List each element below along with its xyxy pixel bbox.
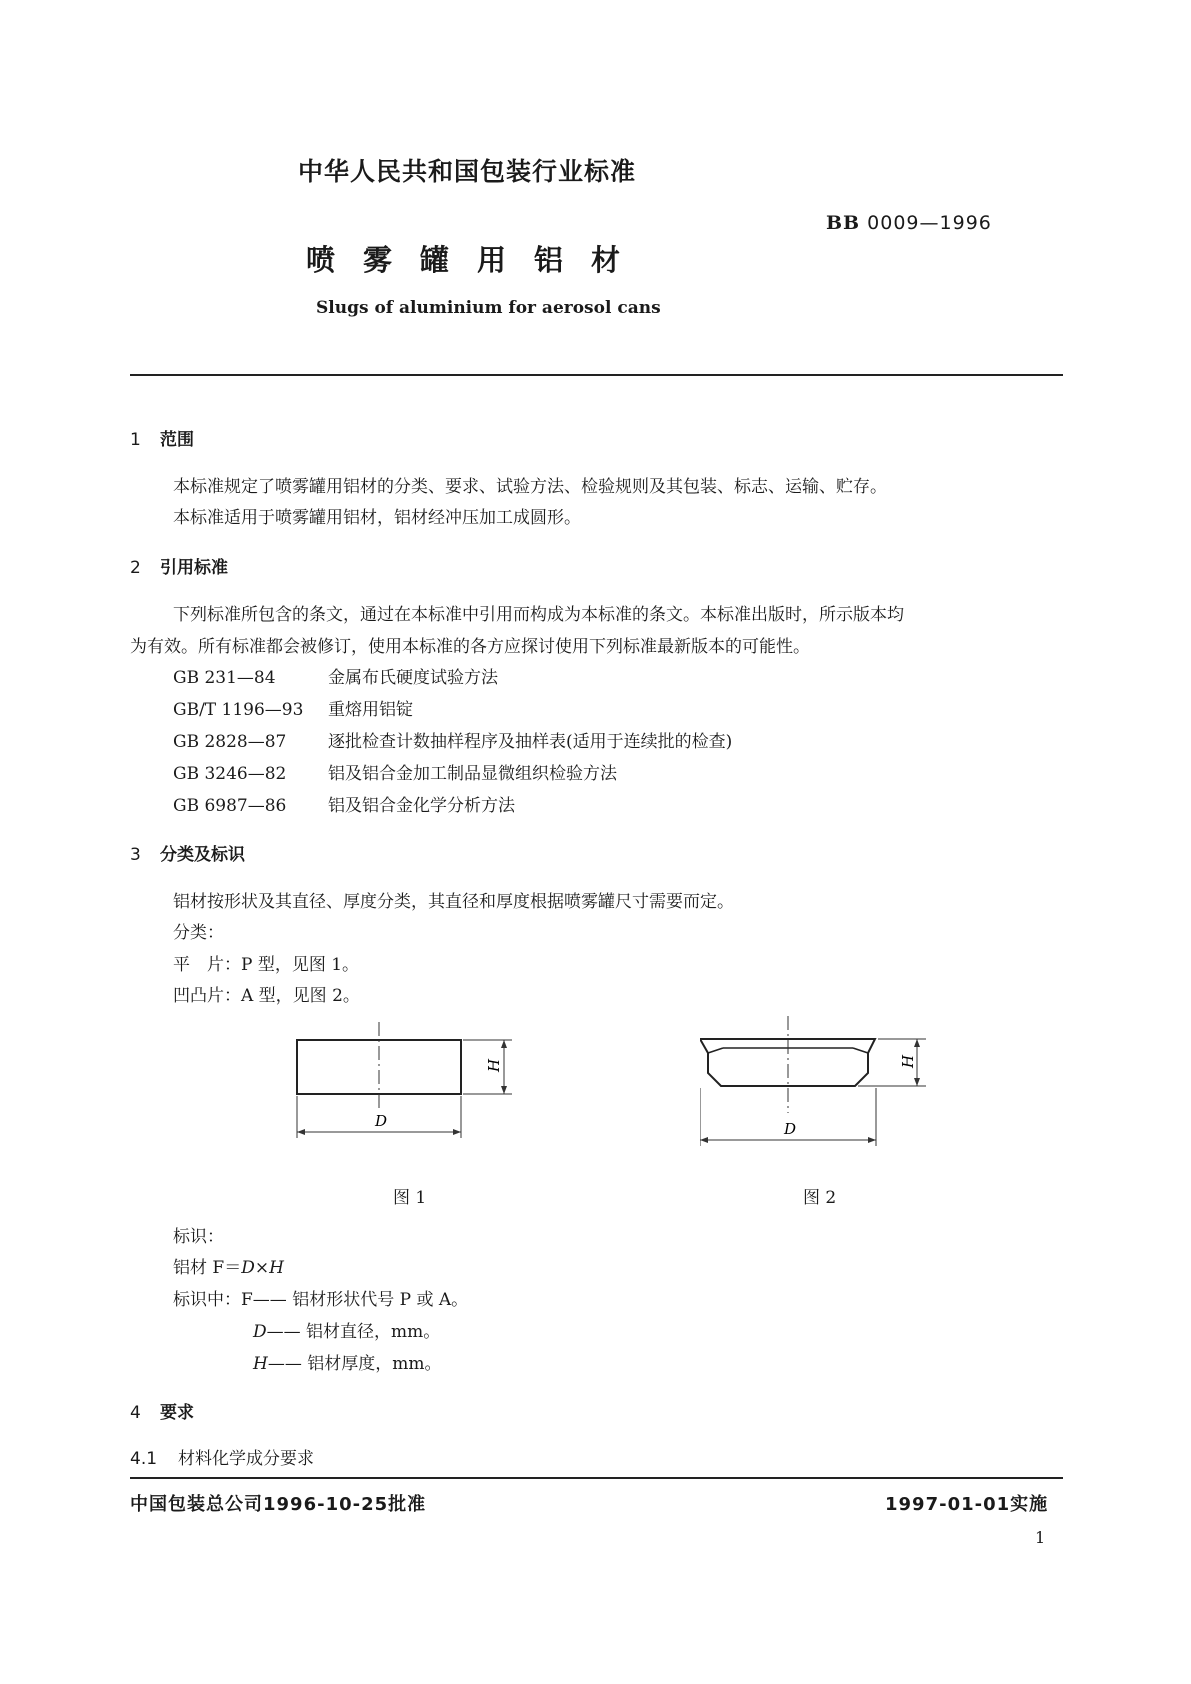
reference-item: GB 3246—82 铝及铝合金加工制品显微组织检验方法 (173, 764, 617, 784)
arrow-head (914, 1078, 920, 1086)
figure-2-concave-slug (700, 1008, 940, 1148)
footer-divider (130, 1477, 1063, 1479)
document-title-cn: 喷雾罐用铝材 (306, 243, 649, 277)
section-2-para-line-2: 为有效。所有标准都会被修订，使用本标准的各方应探讨使用下列标准最新版本的可能性。 (130, 637, 810, 657)
section-2-heading: 2 引用标准 (130, 558, 228, 578)
classification-p-type: 平 片：P 型，见图 1。 (173, 955, 360, 975)
marking-legend-h: H—— 铝材厚度，mm。 (253, 1354, 442, 1374)
marking-legend-f: 标识中：F—— 铝材形状代号 P 或 A。 (173, 1290, 469, 1310)
reference-item: GB 6987—86 铝及铝合金化学分析方法 (173, 796, 515, 816)
arrow-head (501, 1040, 507, 1048)
section-3-para-1: 铝材按形状及其直径、厚度分类，其直径和厚度根据喷雾罐尺寸需要而定。 (173, 892, 734, 912)
standard-prefix: BB (826, 212, 861, 234)
page-number: 1 (1035, 1528, 1046, 1547)
document-title-en: Slugs of aluminium for aerosol cans (316, 298, 661, 318)
header-divider (130, 374, 1063, 376)
marking-legend-d: D—— 铝材直径，mm。 (253, 1322, 441, 1342)
section-1-heading: 1 范围 (130, 430, 194, 450)
arrow-head (700, 1137, 708, 1143)
arrow-head (297, 1129, 305, 1135)
figure-1-caption: 图 1 (393, 1188, 427, 1208)
marking-formula: 铝材 F＝D×H (173, 1258, 284, 1278)
classification-a-type: 凹凸片：A 型，见图 2。 (173, 986, 360, 1006)
arrow-head (453, 1129, 461, 1135)
issuing-body-title: 中华人民共和国包装行业标准 (298, 157, 637, 186)
section-3-heading: 3 分类及标识 (130, 845, 245, 865)
dimension-label-h: H (899, 1054, 917, 1068)
section-1-para-2: 本标准适用于喷雾罐用铝材，铝材经冲压加工成圆形。 (173, 508, 581, 528)
standard-code: 0009—1996 (867, 212, 992, 234)
subsection-4-1-heading: 4.1 材料化学成分要求 (130, 1449, 314, 1469)
section-1-para-1: 本标准规定了喷雾罐用铝材的分类、要求、试验方法、检验规则及其包装、标志、运输、贮存。 (173, 477, 887, 497)
arrow-head (501, 1086, 507, 1094)
reference-item: GB 2828—87 逐批检查计数抽样程序及抽样表(适用于连续批的检查) (173, 732, 733, 752)
figure-1-flat-slug (290, 1010, 530, 1140)
dimension-label-d: D (375, 1112, 388, 1130)
reference-item: GB 231—84 金属布氏硬度试验方法 (173, 668, 498, 688)
bevel-line (853, 1048, 868, 1053)
standard-number (826, 212, 992, 234)
approval-date: 中国包装总公司1996-10-25批准 (130, 1494, 427, 1515)
arrow-head (914, 1039, 920, 1047)
dimension-label-h: H (485, 1058, 503, 1072)
bevel-line (708, 1048, 723, 1053)
classification-label: 分类： (173, 923, 224, 943)
reference-item: GB/T 1196—93 重熔用铝锭 (173, 700, 413, 720)
figure-2-caption: 图 2 (803, 1188, 837, 1208)
marking-label: 标识： (173, 1227, 224, 1247)
effective-date: 1997-01-01实施 (885, 1494, 1049, 1515)
section-4-heading: 4 要求 (130, 1403, 194, 1423)
dimension-label-d: D (784, 1120, 797, 1138)
arrow-head (868, 1137, 876, 1143)
section-2-para-line-1: 下列标准所包含的条文，通过在本标准中引用而构成为本标准的条文。本标准出版时，所示版本均 (173, 605, 904, 625)
